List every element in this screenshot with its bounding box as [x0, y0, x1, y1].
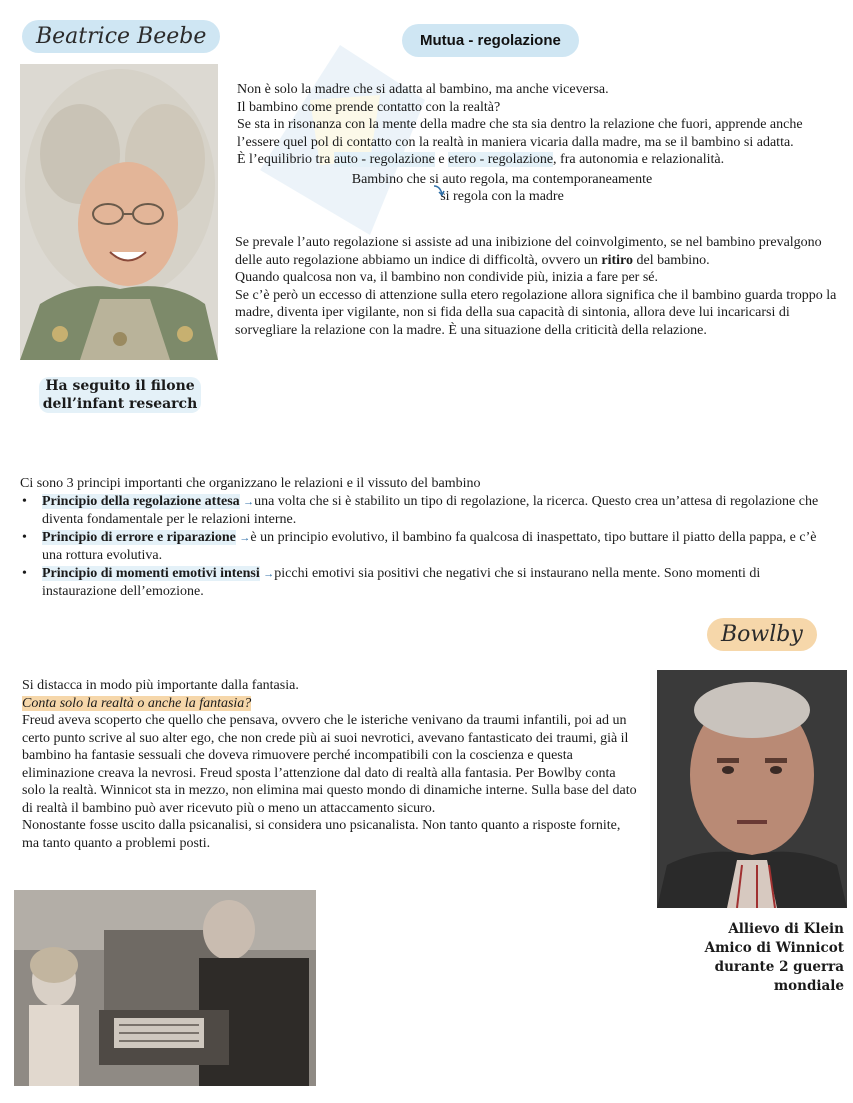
bowlby-body: Freud aveva scoperto che quello che pensava, ovvero che le isteriche venivano da traumi infantili, poi ad un certo punto scrive al suo alter ego, che non crede più ai suoi nevrotici, avevano fantasticato dei traumi, già il bambino ha fantasie sessuali che doveva rimuovere perché incompatibili con la coscienza e questa eliminazione creava la nevrosi. Freud sposta l’attenzione dal dato di realtà alla fantasia. Per Bowlby conta solo la realtà. Winnicot sta in mezzo, non elimina mai questo mondo di dinamiche interne. Sulla base del dato di realtà il bambino può aver ricevuto più o meno un attaccamento sicuro. — [22, 713, 637, 816]
bowlby-caption-line2: Amico di Winnicot — [704, 940, 844, 956]
beebe-caption-line1: Ha seguito il filone — [45, 378, 195, 394]
intro-line-2: Il bambino come prende contatto con la realtà? — [237, 99, 501, 115]
section-title-pill — [402, 24, 579, 57]
principle-item — [42, 493, 835, 529]
intro-line-4-suffix: , fra autonomia e relazionalità. — [553, 152, 725, 167]
beebe-caption-line2: dell’infant research — [42, 396, 198, 412]
regulation-para-1 — [235, 234, 840, 269]
bowlby-caption — [660, 920, 844, 996]
child-and-man-photo — [14, 890, 316, 1086]
bowlby-caption-line3: durante 2 guerra — [714, 959, 844, 975]
intro-center-line-1: Bambino che si auto regola, ma contemporaneamente — [351, 171, 653, 187]
bowlby-caption-line4: mondiale — [773, 978, 844, 994]
principle-title: Principio di momenti emotivi intensi — [42, 565, 260, 581]
principle-item — [42, 529, 835, 565]
principle-text: una volta che si è stabilito un tipo di regolazione, la ricerca. Questo crea un’attesa di regolazione che diventa fondamentale per le relazioni interne. — [42, 493, 819, 527]
principle-title: Principio della regolazione attesa — [42, 493, 240, 509]
intro-line-3: Se sta in risonanza con la mente della madre che sta sia dentro la relazione che fuori, apprende anche l’essere quel pol di contatto con la realtà in maniera vicaria dalla madre, ma se il bambino si adatta. — [237, 117, 803, 150]
principles-block — [20, 475, 835, 601]
beebe-caption — [20, 377, 220, 413]
beebe-name-label — [22, 20, 220, 53]
bowlby-last: Nonostante fosse uscito dalla psicanalisi, si considera uno psicanalista. Non tanto quanto a risposte fornite, ma tanto quanto a problemi posti. — [22, 818, 621, 851]
ritiro-bold: ritiro — [601, 252, 633, 268]
intro-line-4 — [237, 151, 837, 169]
beebe-portrait-photo — [20, 64, 218, 360]
arrow-right-icon: → — [239, 531, 251, 544]
bowlby-caption-line1: Allievo di Klein — [728, 921, 844, 937]
bowlby-question: Conta solo la realtà o anche la fantasia? — [22, 695, 252, 711]
principle-title: Principio di errore e riparazione — [42, 529, 236, 545]
intro-line-1: Non è solo la madre che si adatta al bambino, ma anche viceversa. — [237, 82, 609, 97]
intro-text-block — [237, 81, 837, 206]
principle-text: picchi emotivi sia positivi che negativi che si instaurano nella mente. Sono momenti di instaurazione dell’emozione. — [42, 565, 761, 599]
bowlby-line-1: Si distacca in modo più importante dalla fantasia. — [22, 678, 299, 693]
arrow-right-icon: → — [243, 495, 255, 508]
regulation-para-1-b: del bambino. — [632, 252, 710, 268]
bowlby-name-text: Bowlby — [721, 622, 803, 647]
principle-item — [42, 565, 835, 601]
bowlby-portrait-photo — [657, 670, 847, 908]
principles-intro: Ci sono 3 principi importanti che organizzano le relazioni e il vissuto del bambino — [20, 476, 481, 491]
intro-line-4-prefix: È l’equilibrio tra — [237, 152, 334, 167]
bowlby-text-block — [22, 677, 640, 852]
regulation-para-3: Se c’è però un eccesso di attenzione sulla etero regolazione allora significa che il bambino guarda troppo la madre, diventa iper vigilante, non si fida della sua capacità di sintonia, allora deve lui incaricarsi di sorvegliare la relazione con la madre. È una situazione della criticità della relazione. — [235, 287, 837, 338]
bowlby-name-label — [707, 618, 817, 651]
principle-text: è un principio evolutivo, il bambino fa qualcosa di inaspettato, tipo buttare il piatto della pappa, e c’è una rottura evolutiva. — [42, 529, 817, 563]
intro-center-line-2: si regola con la madre — [440, 189, 564, 204]
auto-regolazione-highlight: auto - regolazione — [333, 152, 435, 167]
arrow-right-icon: → — [263, 567, 275, 580]
principles-list — [20, 493, 835, 601]
section-title: Mutua - regolazione — [420, 32, 561, 49]
etero-regolazione-highlight: etero - regolazione — [448, 152, 554, 167]
regulation-para-2: Quando qualcosa non va, il bambino non condivide più, inizia a fare per sé. — [235, 270, 658, 285]
bowlby-question-line — [22, 695, 640, 713]
curved-arrow-icon — [432, 184, 448, 196]
intro-line-4-mid: e — [434, 152, 449, 167]
regulation-text-block — [235, 234, 840, 339]
regulation-para-1-a: Se prevale l’auto regolazione si assiste ad una inibizione del coinvolgimento, se nel bambino prevalgono delle auto regolazione abbiamo un indice di difficoltà, ovvero un — [235, 235, 822, 268]
beebe-name-text: Beatrice Beebe — [36, 24, 207, 49]
